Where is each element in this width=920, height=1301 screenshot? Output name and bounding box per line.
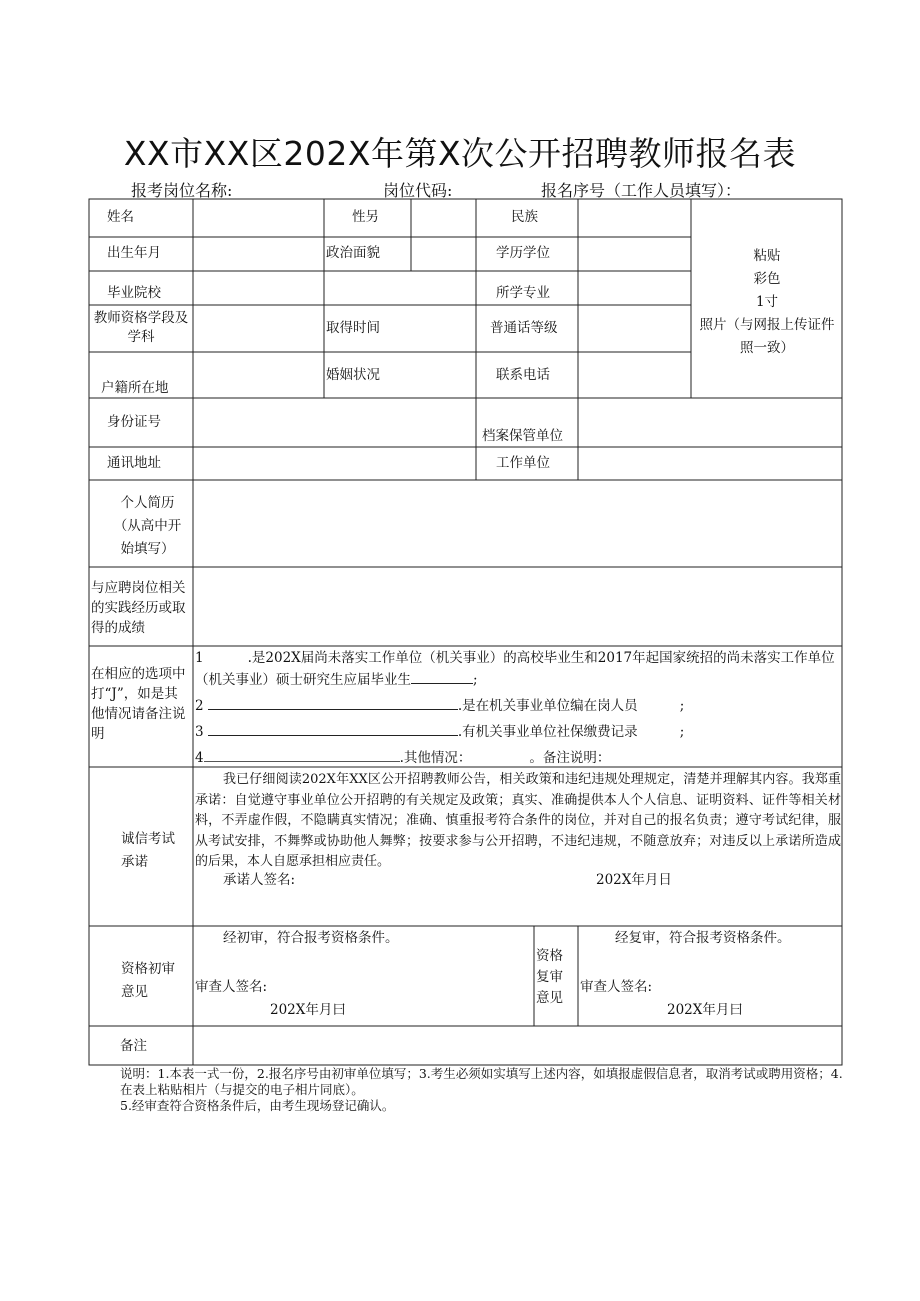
phone-field[interactable] — [581, 355, 689, 396]
workplace-field[interactable] — [581, 450, 839, 478]
re-review-signer: 审查人签名: — [580, 979, 653, 995]
ethnicity-field[interactable] — [581, 203, 689, 235]
option-3-number: 3 — [195, 724, 204, 740]
option-4-text: .其他情况： — [399, 750, 472, 766]
option-3-blank[interactable] — [208, 721, 458, 736]
option-4-number: 4 — [195, 750, 204, 766]
hukou-label: 户籍所在地 — [101, 380, 169, 396]
serial-no-label: 报名序号（工作人员填写）： — [541, 181, 742, 200]
pledge-label: 诚信考试承诺 — [121, 831, 175, 870]
hukou-field[interactable] — [197, 355, 321, 396]
re-review-date: 202X年月曰 — [667, 1002, 743, 1018]
photo-area — [693, 245, 841, 360]
cert-time-label: 取得时间 — [326, 320, 380, 336]
option-2-text: .是在机关事业单位编在岗人员 — [457, 698, 638, 714]
initial-review-signer: 审查人签名: — [195, 979, 268, 995]
form-title: XX市XX区202X年第X次公开招聘教师报名表 — [123, 134, 797, 173]
initial-review-label: 资格初审意见 — [121, 961, 175, 1000]
position-name-label: 报考岗位名称: — [131, 181, 233, 200]
photo-line-3: 1寸 — [755, 294, 779, 310]
option-2-number: 2 — [195, 698, 204, 714]
option-1-text: .是202X届尚未落实工作单位（机关事业）的高校毕业生和2017年起国家统招的尚未落实工作单位（机关事业）硕士研究生应届毕业生 — [195, 650, 835, 688]
photo-line-4: 照片（与网报上传证件照一致） — [699, 317, 835, 356]
marriage-label: 婚姻状况 — [326, 367, 380, 383]
option-4-blank[interactable] — [204, 747, 400, 762]
phone-label: 联系电话 — [496, 367, 550, 383]
pledge-date: 202X年月日 — [596, 872, 672, 888]
cert-label: 教师资格学段及学科 — [93, 310, 189, 345]
option-1-end: ; — [473, 672, 478, 688]
mandarin-field[interactable] — [581, 308, 689, 350]
form-notes — [120, 1066, 845, 1114]
option-1-number: 1 — [195, 650, 204, 666]
birth-field[interactable] — [197, 240, 321, 269]
option-2[interactable] — [195, 695, 837, 717]
birth-label: 出生年月 — [107, 245, 161, 261]
major-field[interactable] — [581, 274, 689, 303]
mandarin-label: 普通话等级 — [490, 320, 558, 336]
resume-label: 个人简历（从高中开始填写） — [113, 495, 182, 557]
option-2-blank[interactable] — [208, 695, 458, 710]
remarks-label: 备注 — [120, 1038, 147, 1054]
experience-label: 与应聘岗位相关的实践经历或取得的成绩 — [91, 580, 186, 636]
id-label: 身份证号 — [107, 414, 161, 430]
pledge-signer-label: 承诺人签名: — [223, 872, 296, 888]
photo-line-2: 彩色 — [753, 271, 781, 287]
options-label: 在相应的选项中打“J”，如是其他情况请备注说明 — [91, 666, 186, 742]
major-label: 所学专业 — [496, 285, 550, 301]
re-review-label: 资格复审意见 — [536, 948, 563, 1006]
cert-field[interactable] — [197, 308, 321, 350]
initial-review-text: 经初审，符合报考资格条件。 — [223, 930, 399, 946]
school-field[interactable] — [197, 274, 473, 303]
option-1-blank[interactable] — [411, 669, 473, 684]
notes-line-2: 5.经审查符合资格条件后，由考生现场登记确认。 — [120, 1098, 395, 1113]
option-3[interactable] — [195, 721, 837, 743]
pledge-text: 我已仔细阅读202X年XX区公开招聘教师公告，相关政策和违纪违规处理规定，清楚并理解其内容。我郑重承诺：自觉遵守事业单位公开招聘的有关规定及政策；真实、准确提供本人个人信息、证明资料、证件等相关材料，不弄虚作假，不隐瞒真实情况；准确、慎重报考符合条件的岗位，并对自己的报名负责；遵守考试纪律，服从考试安排，不舞弊或协助他人舞弊；按要求参与公开招聘，不违纪违规，不随意放弃；对违反以上承诺所造成的后果，本人自愿承担相应责任。 — [195, 772, 841, 869]
address-field[interactable] — [197, 450, 473, 478]
initial-review-date: 202X年月曰 — [270, 1002, 346, 1018]
option-1[interactable] — [195, 648, 837, 691]
option-4-note: 。备注说明： — [529, 750, 611, 766]
option-4[interactable] — [195, 747, 837, 769]
politics-label: 政治面貌 — [326, 245, 380, 261]
degree-field[interactable] — [581, 240, 689, 269]
option-3-end: ; — [679, 724, 685, 740]
id-field[interactable] — [197, 401, 473, 445]
school-label: 毕业院校 — [107, 285, 161, 301]
re-review-text: 经复审，符合报考资格条件。 — [615, 930, 791, 946]
archive-label: 档案保管单位 — [482, 428, 563, 444]
degree-label: 学历学位 — [496, 245, 550, 261]
option-2-end: ; — [679, 698, 685, 714]
address-label: 通讯地址 — [107, 455, 161, 471]
gender-label: 性另 — [352, 209, 379, 225]
archive-field[interactable] — [581, 401, 839, 445]
notes-line-1: 说明：1.本表一式一份，2.报名序号由初审单位填写；3.考生必须如实填写上述内容，如填报虚假信息者，取消考试或聘用资格；4.在表上粘贴相片（与提交的电子相片同底）。 — [120, 1066, 843, 1097]
workplace-label: 工作单位 — [496, 455, 550, 471]
name-label: 姓名 — [107, 209, 134, 225]
options-area — [195, 648, 837, 769]
politics-field[interactable] — [414, 240, 474, 269]
remarks-field[interactable] — [197, 1029, 839, 1063]
resume-field[interactable] — [197, 484, 839, 564]
name-field[interactable] — [197, 203, 321, 235]
photo-line-1: 粘贴 — [753, 248, 781, 264]
ethnicity-label: 民族 — [511, 209, 538, 225]
experience-field[interactable] — [197, 570, 839, 643]
option-3-text: .有机关事业单位社保缴费记录 — [457, 724, 638, 740]
position-code-label: 岗位代码: — [383, 181, 453, 200]
gender-field[interactable] — [414, 203, 474, 235]
